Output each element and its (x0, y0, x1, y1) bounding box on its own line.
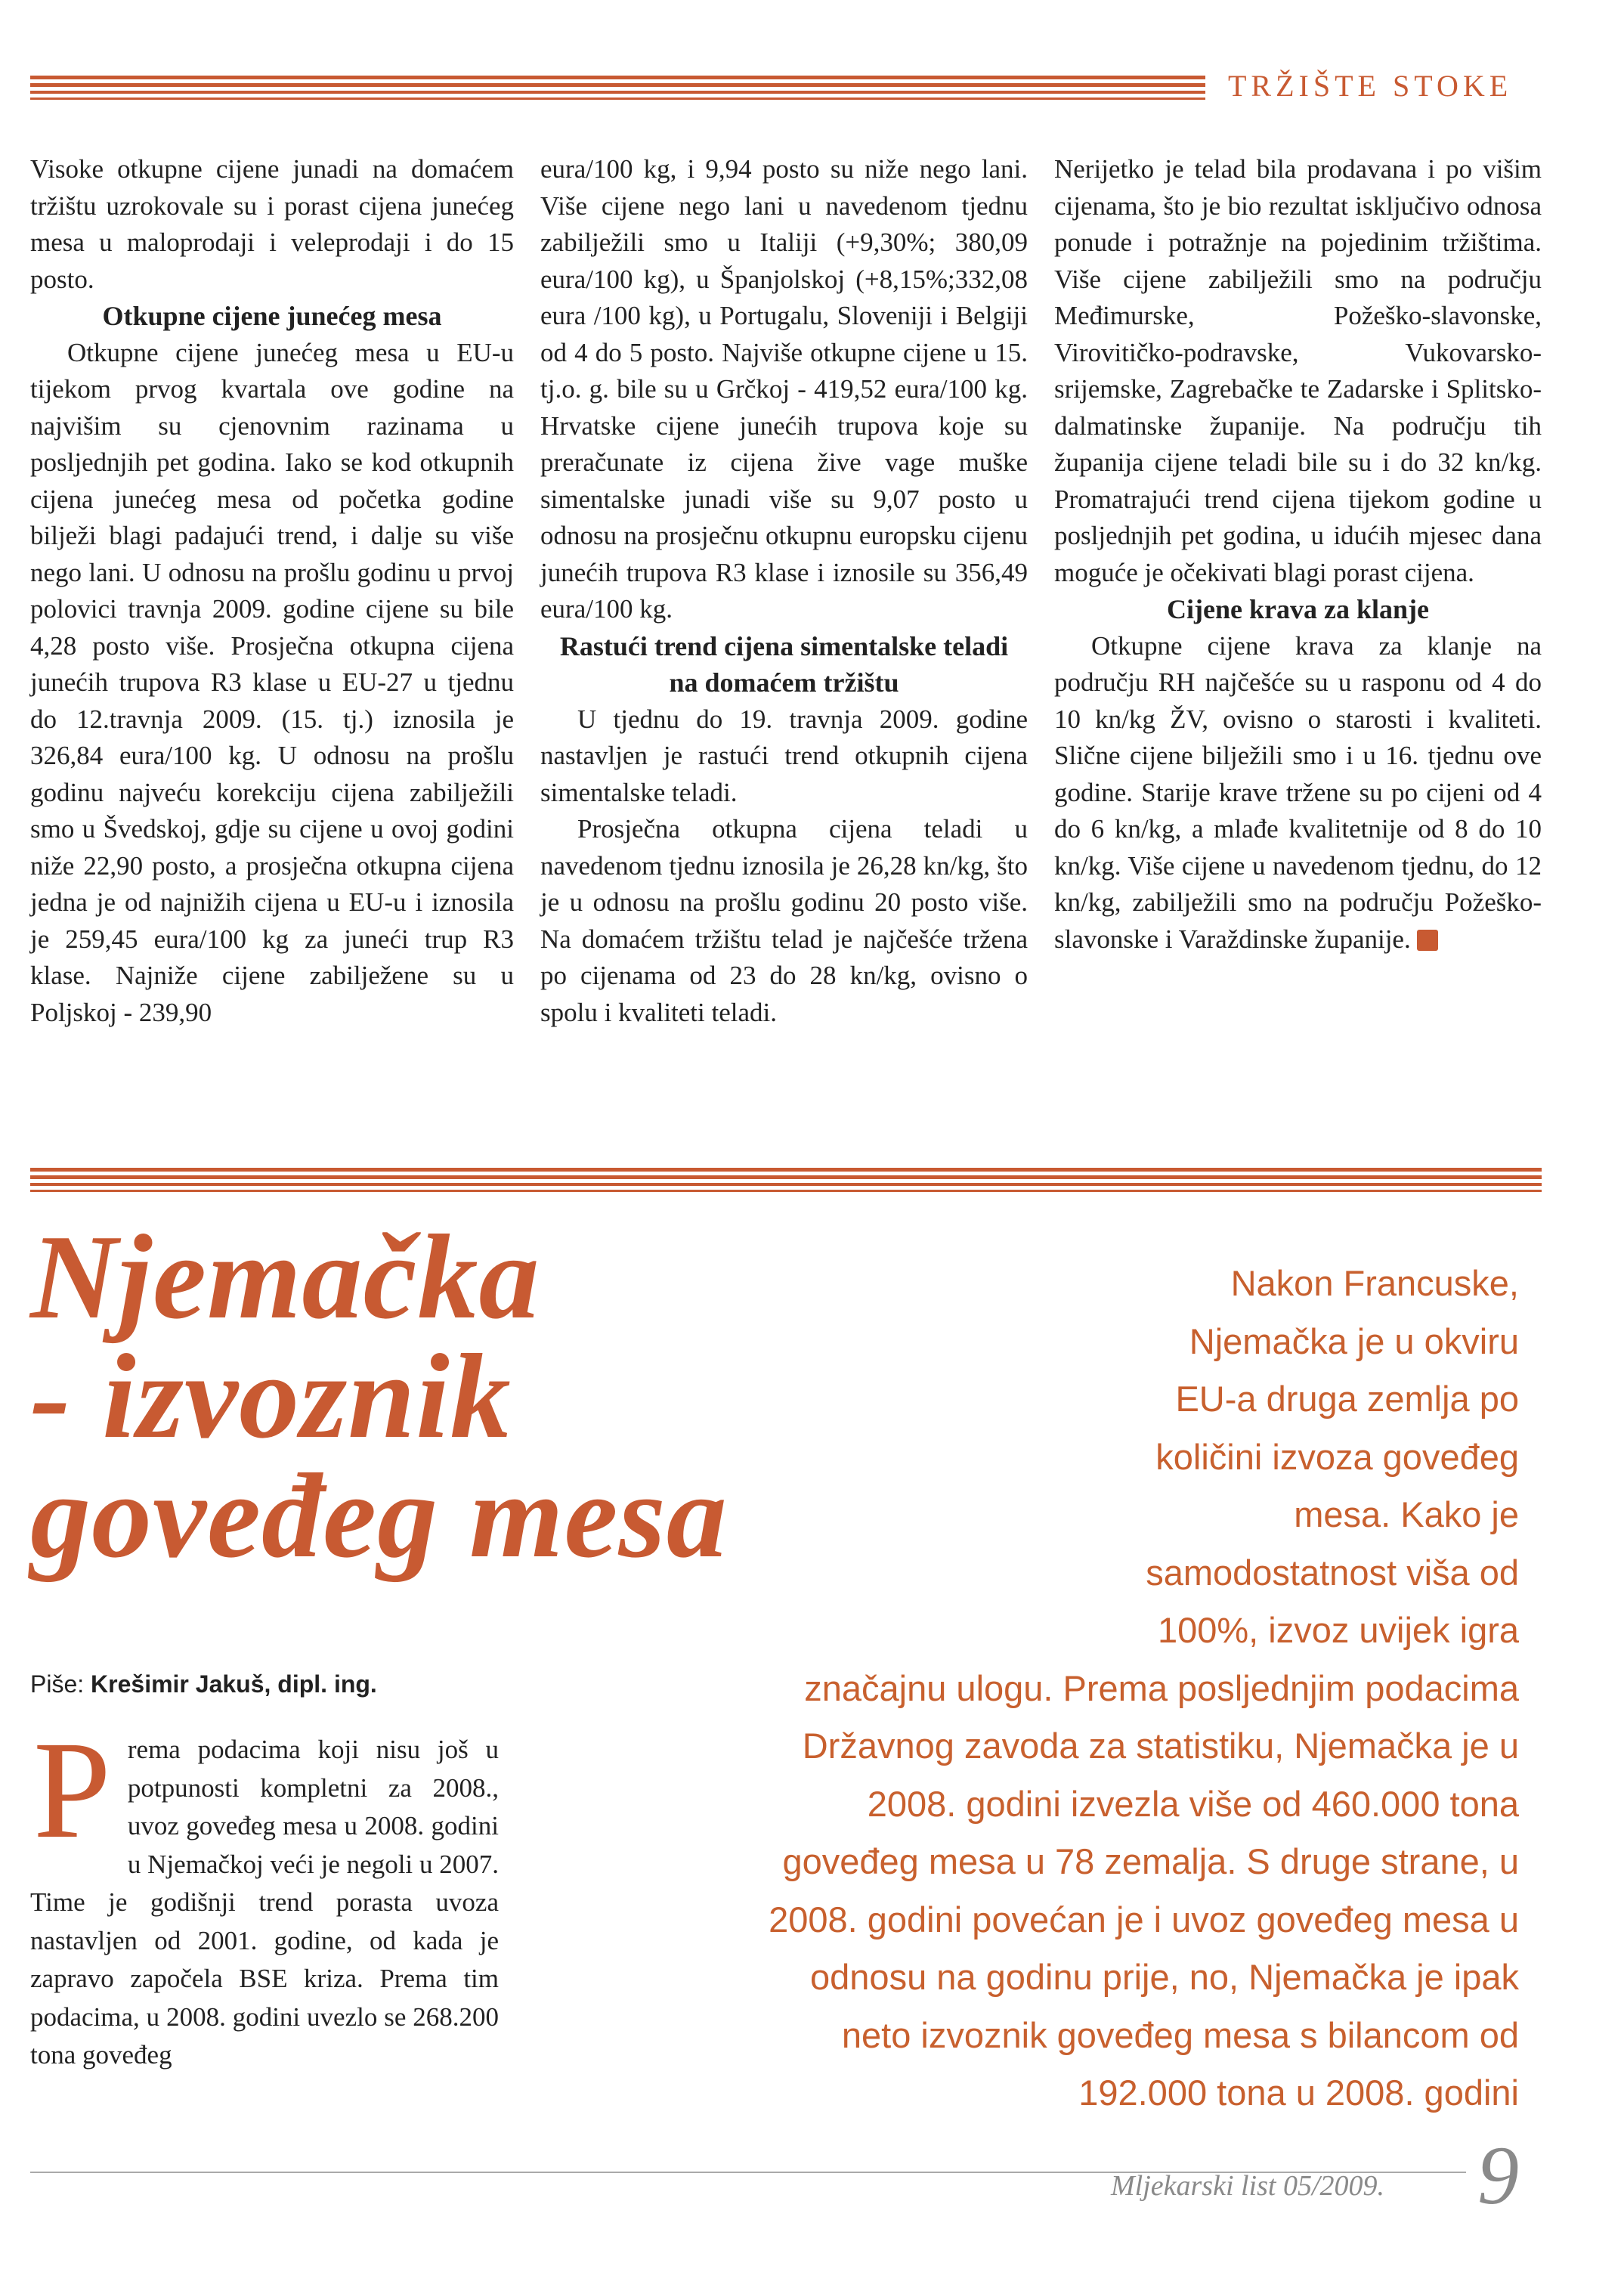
subheading: Otkupne cijene junećeg mesa (102, 301, 442, 331)
column-3 (1054, 151, 1542, 958)
lead-line: Nakon Francuske, (1230, 1263, 1519, 1303)
paragraph: Otkupne cijene krava za klanje na području RH najčešće su u rasponu od 4 do 10 kn/kg ŽV, ovisno o starosti i kvaliteti. Slične cijene bilježili smo i u 16. tjednu ove godine. Starije krave tržene su po cijeni od 4 do 6 kn/kg, a mlađe kvalitetnije od 8 do 10 kn/kg. Više cijene u navedenom tjednu, do 12 kn/kg, zabilježili smo na području Požeško-slavonske i Varaždinske županije. (1054, 630, 1542, 954)
lead-line: mesa. Kako je (1294, 1494, 1519, 1534)
article-body (30, 1713, 499, 2075)
byline (30, 1670, 377, 1698)
lead-line: EU-a druga zemlja po (1175, 1379, 1519, 1419)
header-rule (30, 76, 1205, 115)
subheading: Rastući trend cijena simentalske teladi na domaćem tržištu (559, 630, 1009, 698)
byline-label: Piše: (30, 1670, 85, 1698)
lead-line: značajnu ulogu. Prema posljednjim podacima (804, 1667, 1519, 1708)
lead-line: samodostatnost viša od (1146, 1552, 1519, 1593)
paragraph: Visoke otkupne cijene junadi na domaćem tržištu uzrokovale su i porast cijena junećeg mesa u maloprodaji i veleprodaji i do 15 posto. (30, 154, 514, 294)
section-label: TRŽIŠTE STOKE (1228, 69, 1513, 103)
journal-name: Mljekarski list 05/2009. (1111, 2170, 1385, 2202)
lead-line: Državnog zavoda za statistiku, Njemačka je u (802, 1726, 1519, 1766)
byline-author: Krešimir Jakuš, dipl. ing. (91, 1670, 377, 1698)
paragraph: Otkupne cijene junećeg mesa u EU-u tijekom prvog kvartala ove godine na najvišim su cjenovnim razinama u posljednjih pet godina. Iako se kod otkupnih cijena junećeg mesa od početka godine bilježi blagi padajući trend, i dalje su više nego lani. U odnosu na prošlu godinu u prvoj polovici travnja 2009. godine cijene su bile 4,28 posto više. Prosječna otkupna cijena junećih trupova R3 klase u EU-27 u tjednu do 12.travnja 2009. (15. tj.) iznosila je 326,84 eura/100 kg. U odnosu na prošlu godinu najveću korekciju cijena zabilježili smo u Švedskoj, gdje su cijene u ovoj godini niže 22,90 posto, a prosječna otkupna cijena jedna je od najnižih cijena u EU-u i iznosila je 259,45 eura/100 kg za juneći trup R3 klase. Najniže cijene zabilježene su u Poljskoj - 239,90 (30, 337, 514, 1027)
paragraph: U tjednu do 19. travnja 2009. godine nastavljen je rastući trend otkupnih cijena simentalske teladi. (540, 704, 1028, 807)
lead-line: odnosu na godinu prije, no, Njemačka je ipak (810, 1957, 1519, 1997)
lead-line: 192.000 tona u 2008. godini (1078, 2073, 1519, 2113)
lead-line: količini izvoza goveđeg (1155, 1436, 1519, 1477)
headline (30, 1209, 884, 1583)
headline-line-2: - izvoznik (30, 1329, 512, 1463)
article-body-text: rema podacima koji nisu još u potpunosti kompletni za 2008., uvoz goveđeg mesa u 2008. godini u Njemačkoj veći je negoli u 2007. Time je godišnji trend porasta uvoza nastavljen od 2001. godine, od kada je zapravo započela BSE kriza. Prema tim podacima, u 2008. godini uvezlo se 268.200 tona goveđeg (30, 1735, 499, 2070)
lead-line: goveđeg mesa u 78 zemalja. S druge strane, u (782, 1841, 1519, 1881)
lead-line: 2008. godini izvezla više od 460.000 tona (867, 1783, 1519, 1824)
lead-line: Njemačka je u okviru (1189, 1320, 1519, 1361)
lead-line: 100%, izvoz uvijek igra (1157, 1610, 1519, 1650)
column-1 (30, 151, 514, 1031)
headline-line-3: goveđeg mesa (30, 1448, 728, 1583)
drop-cap: P (33, 1713, 111, 1868)
page-number: 9 (1477, 2129, 1519, 2221)
end-mark-icon (1417, 930, 1438, 951)
headline-line-1: Njemačka (30, 1209, 540, 1344)
subheading: Cijene krava za klanje (1167, 594, 1429, 624)
column-2 (540, 151, 1028, 1031)
lead-line: neto izvoznik goveđeg mesa s bilancom od (841, 2014, 1519, 2055)
article-divider (30, 1168, 1542, 1207)
paragraph: eura/100 kg, i 9,94 posto su niže nego lani. Više cijene nego lani u navedenom tjednu zabilježili smo u Italiji (+9,30%; 380,09 eura/100 kg), u Španjolskoj (+8,15%;332,08 eura /100 kg), u Portugalu, Sloveniji i Belgiji od 4 do 5 posto. Najviše otkupne cijene u 15. tj.o. g. bile su u Grčkoj - 419,52 eura/100 kg. Hrvatske cijene junećih trupova koje su preračunate iz cijena žive vage muške simentalske junadi više su 9,07 posto u odnosu na prosječnu otkupnu europsku cijenu junećih trupova R3 klase i iznosile su 356,49 eura/100 kg. (540, 154, 1028, 624)
lead-line: 2008. godini povećan je i uvoz goveđeg mesa u (769, 1899, 1519, 1940)
paragraph: Nerijetko je telad bila prodavana i po višim cijenama, što je bio rezultat isključivo odnosa ponude i potražnje na pojedinim tržištima. Više cijene zabilježili smo na području Međimurske, Požeško-slavonske, Virovitičko-podravske, Vukovarsko-srijemske, Zagrebačke te Zadarske i Splitsko-dalmatinske županije. Na području tih županija cijene teladi bile su i do 32 kn/kg. Promatrajući trend cijena tijekom godine u posljednjih pet godina, u idućih mjesec dana moguće je očekivati blagi porast cijena. (1054, 154, 1542, 587)
paragraph: Prosječna otkupna cijena teladi u navedenom tjednu iznosila je 26,28 kn/kg, što je u odnosu na prošlu godinu 20 posto više. Na domaćem tržištu telad je najčešće tržena po cijenama od 23 do 28 kn/kg, ovisno o spolu i kvaliteti teladi. (540, 814, 1028, 1027)
